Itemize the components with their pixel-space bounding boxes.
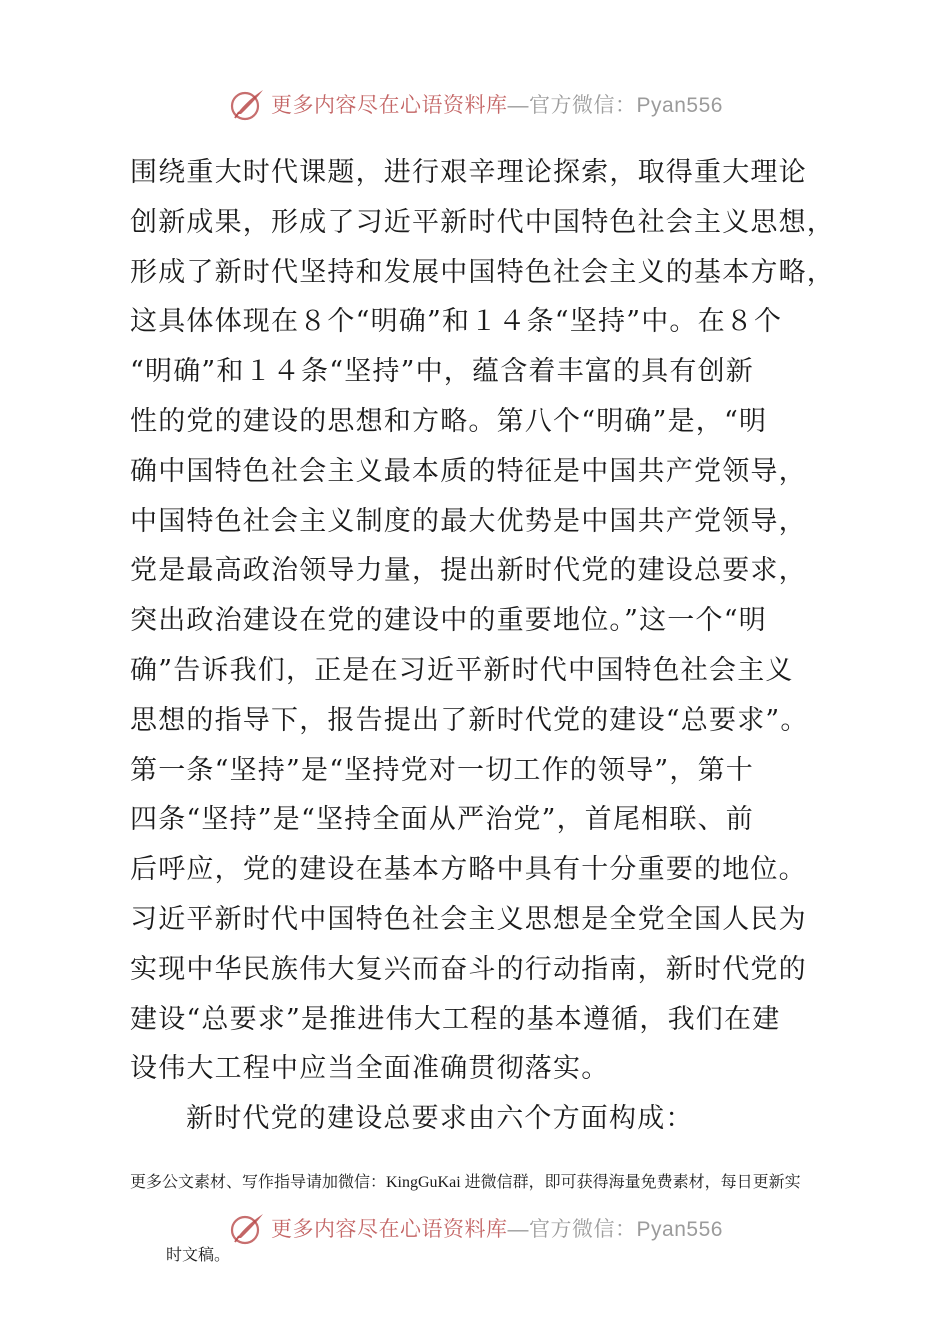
body-line: 第一条“坚持”是“坚持党对一切工作的领导”，第十: [130, 754, 755, 786]
body-line: 建设“总要求”是推进伟大工程的基本遵循，我们在建: [130, 1003, 781, 1035]
footer-note-continued: 时文稿。: [166, 1247, 231, 1264]
quill-pen-logo-icon: [227, 1208, 267, 1248]
body-line: 围绕重大时代课题，进行艰辛理论探索，取得重大理论: [130, 157, 807, 188]
body-line: 这具体体现在８个“明确”和１４条“坚持”中。在８个: [130, 306, 783, 338]
watermark-brand: 更多内容尽在心语资料库: [271, 93, 508, 117]
watermark-footer: [0, 1206, 950, 1250]
quill-pen-logo-icon: [227, 84, 267, 124]
body-line: 党是最高政治领导力量，提出新时代党的建设总要求，: [130, 555, 807, 587]
watermark-header: [0, 82, 950, 126]
body-line: 形成了新时代坚持和发展中国特色社会主义的基本方略，: [130, 256, 835, 288]
body-line: 中国特色社会主义制度的最大优势是中国共产党领导，: [130, 505, 807, 537]
body-line: 确”告诉我们，正是在习近平新时代中国特色社会主义: [130, 654, 794, 686]
body-line: 确中国特色社会主义最本质的特征是中国共产党领导，: [130, 455, 807, 487]
body-line: 设伟大工程中应当全面准确贯彻落实。: [130, 1053, 610, 1085]
body-line: 突出政治建设在党的建设中的重要地位。”这一个“明: [130, 605, 767, 637]
body-line: “明确”和１４条“坚持”中，蕴含着丰富的具有创新: [130, 356, 755, 388]
body-line: 实现中华民族伟大复兴而奋斗的行动指南，新时代党的: [130, 953, 807, 985]
body-line: 性的党的建设的思想和方略。第八个“明确”是，“明: [130, 405, 768, 437]
watermark-text: [271, 1213, 723, 1243]
body-line: 思想的指导下，报告提出了新时代党的建设“总要求”。: [130, 704, 809, 736]
body-line: 后呼应，党的建设在基本方略中具有十分重要的地位。: [130, 854, 807, 886]
body-line: 创新成果，形成了习近平新时代中国特色社会主义思想，: [130, 206, 835, 238]
body-line: 四条“坚持”是“坚持全面从严治党”，首尾相联、前: [130, 804, 755, 836]
watermark-wechat: —官方微信：Pyan556: [507, 1218, 723, 1241]
watermark-text: [271, 89, 723, 119]
closing-line: 新时代党的建设总要求由六个方面构成：: [186, 1103, 694, 1135]
watermark-wechat: —官方微信：Pyan556: [507, 94, 723, 117]
document-body: [130, 148, 835, 1144]
body-line: 习近平新时代中国特色社会主义思想是全党全国人民为: [130, 903, 807, 935]
watermark-brand: 更多内容尽在心语资料库: [271, 1217, 508, 1241]
footer-note: 更多公文素材、写作指导请加微信：KingGuKai 进微信群，即可获得海量免费素材，每日更新实: [130, 1174, 801, 1191]
